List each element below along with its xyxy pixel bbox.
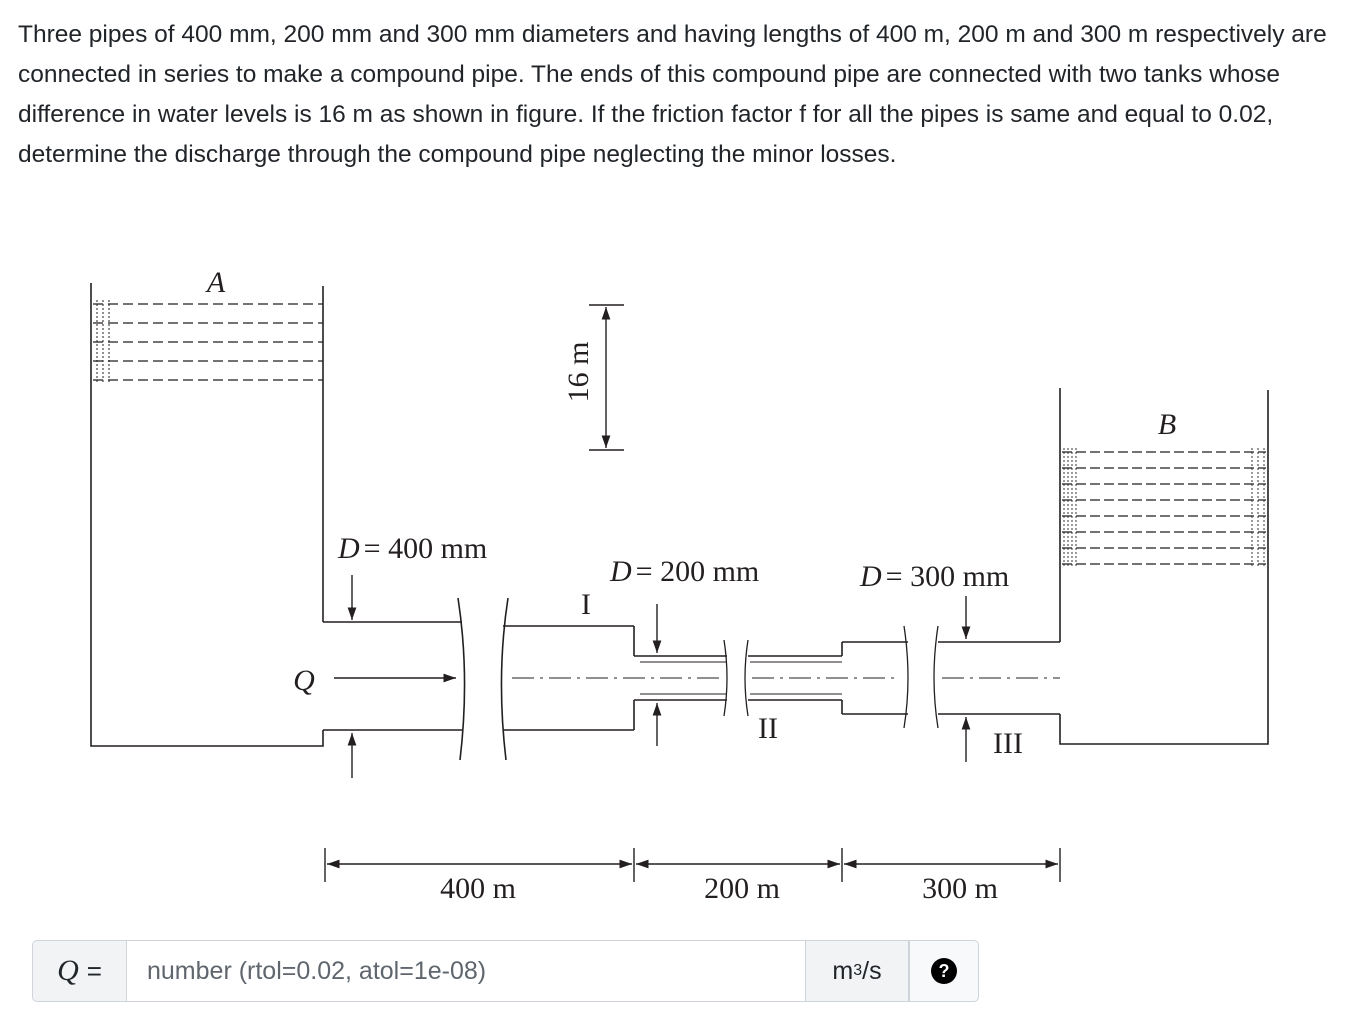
- section-ii-label: II: [758, 712, 778, 745]
- answer-variable: Q: [57, 954, 79, 987]
- section-i-label: I: [581, 588, 591, 621]
- svg-text:D= 400 mm: [337, 532, 487, 565]
- unit-base: m: [832, 956, 854, 985]
- pipe-3-diameter: [859, 560, 1023, 762]
- unit-exponent: 3: [853, 962, 863, 979]
- pipe-1-length: 400 m: [440, 872, 516, 905]
- tank-a: [91, 266, 323, 746]
- help-button[interactable]: [909, 940, 979, 1002]
- pipe-1: [323, 598, 634, 760]
- unit-tail: /s: [862, 956, 882, 985]
- section-iii-label: III: [993, 727, 1023, 760]
- answer-group: [32, 940, 979, 1002]
- flow-label: Q: [293, 664, 315, 697]
- compound-pipe-figure: [0, 240, 1366, 940]
- head-label: 16 m: [562, 341, 595, 403]
- pipe-2-d-value: = 200 mm: [635, 555, 760, 588]
- svg-text:D= 200 mm: [609, 555, 759, 588]
- pipe-3-d-value: = 300 mm: [885, 560, 1010, 593]
- problem-statement: Three pipes of 400 mm, 200 mm and 300 mm diameters and having lengths of 400 m, 200 m and 300 m respectively are connected in series to make a compound pipe. The ends of this compound pipe are connected with two tanks whose difference in water levels is 16 m as shown in figure. If the friction factor f for all the pipes is same and equal to 0.02, determine the discharge through the compound pipe neglecting the minor losses.: [18, 21, 1327, 168]
- flow-arrow: [293, 664, 456, 697]
- tank-a-label: A: [206, 266, 226, 299]
- svg-text:D= 300 mm: [859, 560, 1009, 593]
- answer-equals: =: [86, 955, 102, 986]
- tank-b-label: B: [1157, 408, 1177, 441]
- pipe-1-d-var: D: [338, 532, 360, 565]
- answer-input[interactable]: [126, 940, 806, 1002]
- pipe-1-d-value: = 400 mm: [363, 532, 488, 565]
- pipe-2-length: 200 m: [704, 872, 780, 905]
- pipe-3-d-var: D: [860, 560, 882, 593]
- pipe-2-d-var: D: [610, 555, 632, 588]
- head-dimension: [562, 305, 624, 450]
- pipe-3-length: 300 m: [922, 872, 998, 905]
- pipe-3: [842, 626, 1060, 728]
- tank-b: [1060, 388, 1268, 744]
- answer-unit: [806, 940, 909, 1002]
- help-icon[interactable]: ?: [931, 958, 957, 984]
- answer-label: [32, 940, 126, 1002]
